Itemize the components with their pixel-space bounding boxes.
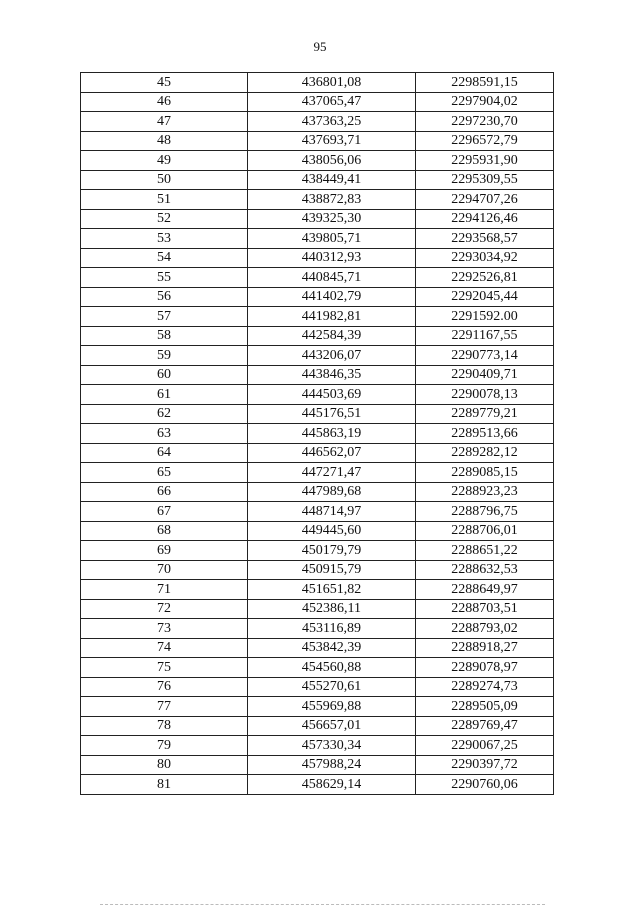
y-coordinate-cell: 2290067,25 [416,736,554,756]
table-row [81,346,554,366]
point-number-cell: 64 [81,443,248,463]
x-coordinate-cell: 455969,88 [248,697,416,717]
y-coordinate-cell: 2288793,02 [416,619,554,639]
y-coordinate-cell: 2291592.00 [416,307,554,327]
table-row [81,92,554,112]
point-number-cell: 60 [81,365,248,385]
x-coordinate-cell: 449445,60 [248,521,416,541]
point-number-cell: 46 [81,92,248,112]
point-number-cell: 57 [81,307,248,327]
table-row [81,443,554,463]
x-coordinate-cell: 441402,79 [248,287,416,307]
x-coordinate-cell: 443846,35 [248,365,416,385]
x-coordinate-cell: 437693,71 [248,131,416,151]
table-row [81,209,554,229]
point-number-cell: 66 [81,482,248,502]
y-coordinate-cell: 2294707,26 [416,190,554,210]
table-row [81,755,554,775]
y-coordinate-cell: 2292526,81 [416,268,554,288]
table-row [81,365,554,385]
x-coordinate-cell: 458629,14 [248,775,416,795]
x-coordinate-cell: 450179,79 [248,541,416,561]
table-row [81,229,554,249]
y-coordinate-cell: 2298591,15 [416,73,554,93]
point-number-cell: 68 [81,521,248,541]
table-row [81,326,554,346]
y-coordinate-cell: 2290078,13 [416,385,554,405]
table-row [81,619,554,639]
y-coordinate-cell: 2288632,53 [416,560,554,580]
point-number-cell: 61 [81,385,248,405]
y-coordinate-cell: 2289513,66 [416,424,554,444]
table-row [81,580,554,600]
x-coordinate-cell: 457988,24 [248,755,416,775]
page-number: 95 [313,39,327,54]
y-coordinate-cell: 2289505,09 [416,697,554,717]
y-coordinate-cell: 2288796,75 [416,502,554,522]
y-coordinate-cell: 2291167,55 [416,326,554,346]
x-coordinate-cell: 447989,68 [248,482,416,502]
x-coordinate-cell: 437363,25 [248,112,416,132]
table-row [81,482,554,502]
bottom-divider [100,904,545,905]
y-coordinate-cell: 2293568,57 [416,229,554,249]
y-coordinate-cell: 2288706,01 [416,521,554,541]
x-coordinate-cell: 436801,08 [248,73,416,93]
table-row [81,658,554,678]
x-coordinate-cell: 443206,07 [248,346,416,366]
x-coordinate-cell: 452386,11 [248,599,416,619]
table-row [81,170,554,190]
point-number-cell: 53 [81,229,248,249]
table-row [81,560,554,580]
y-coordinate-cell: 2294126,46 [416,209,554,229]
table-row [81,73,554,93]
x-coordinate-cell: 445176,51 [248,404,416,424]
point-number-cell: 59 [81,346,248,366]
x-coordinate-cell: 457330,34 [248,736,416,756]
point-number-cell: 49 [81,151,248,171]
x-coordinate-cell: 438056,06 [248,151,416,171]
point-number-cell: 65 [81,463,248,483]
table-row [81,404,554,424]
point-number-cell: 77 [81,697,248,717]
point-number-cell: 52 [81,209,248,229]
y-coordinate-cell: 2289779,21 [416,404,554,424]
point-number-cell: 71 [81,580,248,600]
point-number-cell: 58 [81,326,248,346]
y-coordinate-cell: 2297230,70 [416,112,554,132]
y-coordinate-cell: 2289085,15 [416,463,554,483]
table-row [81,638,554,658]
point-number-cell: 72 [81,599,248,619]
y-coordinate-cell: 2289282,12 [416,443,554,463]
point-number-cell: 73 [81,619,248,639]
y-coordinate-cell: 2295931,90 [416,151,554,171]
point-number-cell: 70 [81,560,248,580]
x-coordinate-cell: 440312,93 [248,248,416,268]
y-coordinate-cell: 2288918,27 [416,638,554,658]
x-coordinate-cell: 438449,41 [248,170,416,190]
table-row [81,677,554,697]
x-coordinate-cell: 438872,83 [248,190,416,210]
coordinates-table [80,72,554,795]
x-coordinate-cell: 447271,47 [248,463,416,483]
x-coordinate-cell: 451651,82 [248,580,416,600]
table-row [81,599,554,619]
table-row [81,521,554,541]
x-coordinate-cell: 456657,01 [248,716,416,736]
x-coordinate-cell: 448714,97 [248,502,416,522]
x-coordinate-cell: 444503,69 [248,385,416,405]
point-number-cell: 69 [81,541,248,561]
y-coordinate-cell: 2290773,14 [416,346,554,366]
y-coordinate-cell: 2293034,92 [416,248,554,268]
point-number-cell: 56 [81,287,248,307]
y-coordinate-cell: 2296572,79 [416,131,554,151]
table-row [81,112,554,132]
x-coordinate-cell: 442584,39 [248,326,416,346]
x-coordinate-cell: 439805,71 [248,229,416,249]
table-row [81,268,554,288]
y-coordinate-cell: 2288651,22 [416,541,554,561]
y-coordinate-cell: 2288703,51 [416,599,554,619]
x-coordinate-cell: 440845,71 [248,268,416,288]
y-coordinate-cell: 2290397,72 [416,755,554,775]
point-number-cell: 81 [81,775,248,795]
y-coordinate-cell: 2292045,44 [416,287,554,307]
table-row [81,716,554,736]
point-number-cell: 63 [81,424,248,444]
table-row [81,502,554,522]
y-coordinate-cell: 2297904,02 [416,92,554,112]
table-row [81,385,554,405]
table-row [81,190,554,210]
table-row [81,541,554,561]
point-number-cell: 67 [81,502,248,522]
table-row [81,287,554,307]
y-coordinate-cell: 2288923,23 [416,482,554,502]
table-row [81,248,554,268]
table-row [81,736,554,756]
point-number-cell: 76 [81,677,248,697]
x-coordinate-cell: 453842,39 [248,638,416,658]
y-coordinate-cell: 2290760,06 [416,775,554,795]
x-coordinate-cell: 437065,47 [248,92,416,112]
table-row [81,775,554,795]
y-coordinate-cell: 2288649,97 [416,580,554,600]
x-coordinate-cell: 455270,61 [248,677,416,697]
table-row [81,424,554,444]
table-row [81,463,554,483]
table-row [81,307,554,327]
point-number-cell: 74 [81,638,248,658]
point-number-cell: 54 [81,248,248,268]
y-coordinate-cell: 2289078,97 [416,658,554,678]
point-number-cell: 75 [81,658,248,678]
point-number-cell: 80 [81,755,248,775]
x-coordinate-cell: 445863,19 [248,424,416,444]
point-number-cell: 45 [81,73,248,93]
y-coordinate-cell: 2290409,71 [416,365,554,385]
y-coordinate-cell: 2289769,47 [416,716,554,736]
point-number-cell: 79 [81,736,248,756]
x-coordinate-cell: 441982,81 [248,307,416,327]
x-coordinate-cell: 439325,30 [248,209,416,229]
x-coordinate-cell: 454560,88 [248,658,416,678]
x-coordinate-cell: 450915,79 [248,560,416,580]
x-coordinate-cell: 446562,07 [248,443,416,463]
point-number-cell: 48 [81,131,248,151]
point-number-cell: 47 [81,112,248,132]
y-coordinate-cell: 2289274,73 [416,677,554,697]
point-number-cell: 78 [81,716,248,736]
point-number-cell: 62 [81,404,248,424]
y-coordinate-cell: 2295309,55 [416,170,554,190]
table-body [81,73,554,795]
table-row [81,697,554,717]
point-number-cell: 55 [81,268,248,288]
point-number-cell: 50 [81,170,248,190]
table-row [81,131,554,151]
table-row [81,151,554,171]
point-number-cell: 51 [81,190,248,210]
x-coordinate-cell: 453116,89 [248,619,416,639]
